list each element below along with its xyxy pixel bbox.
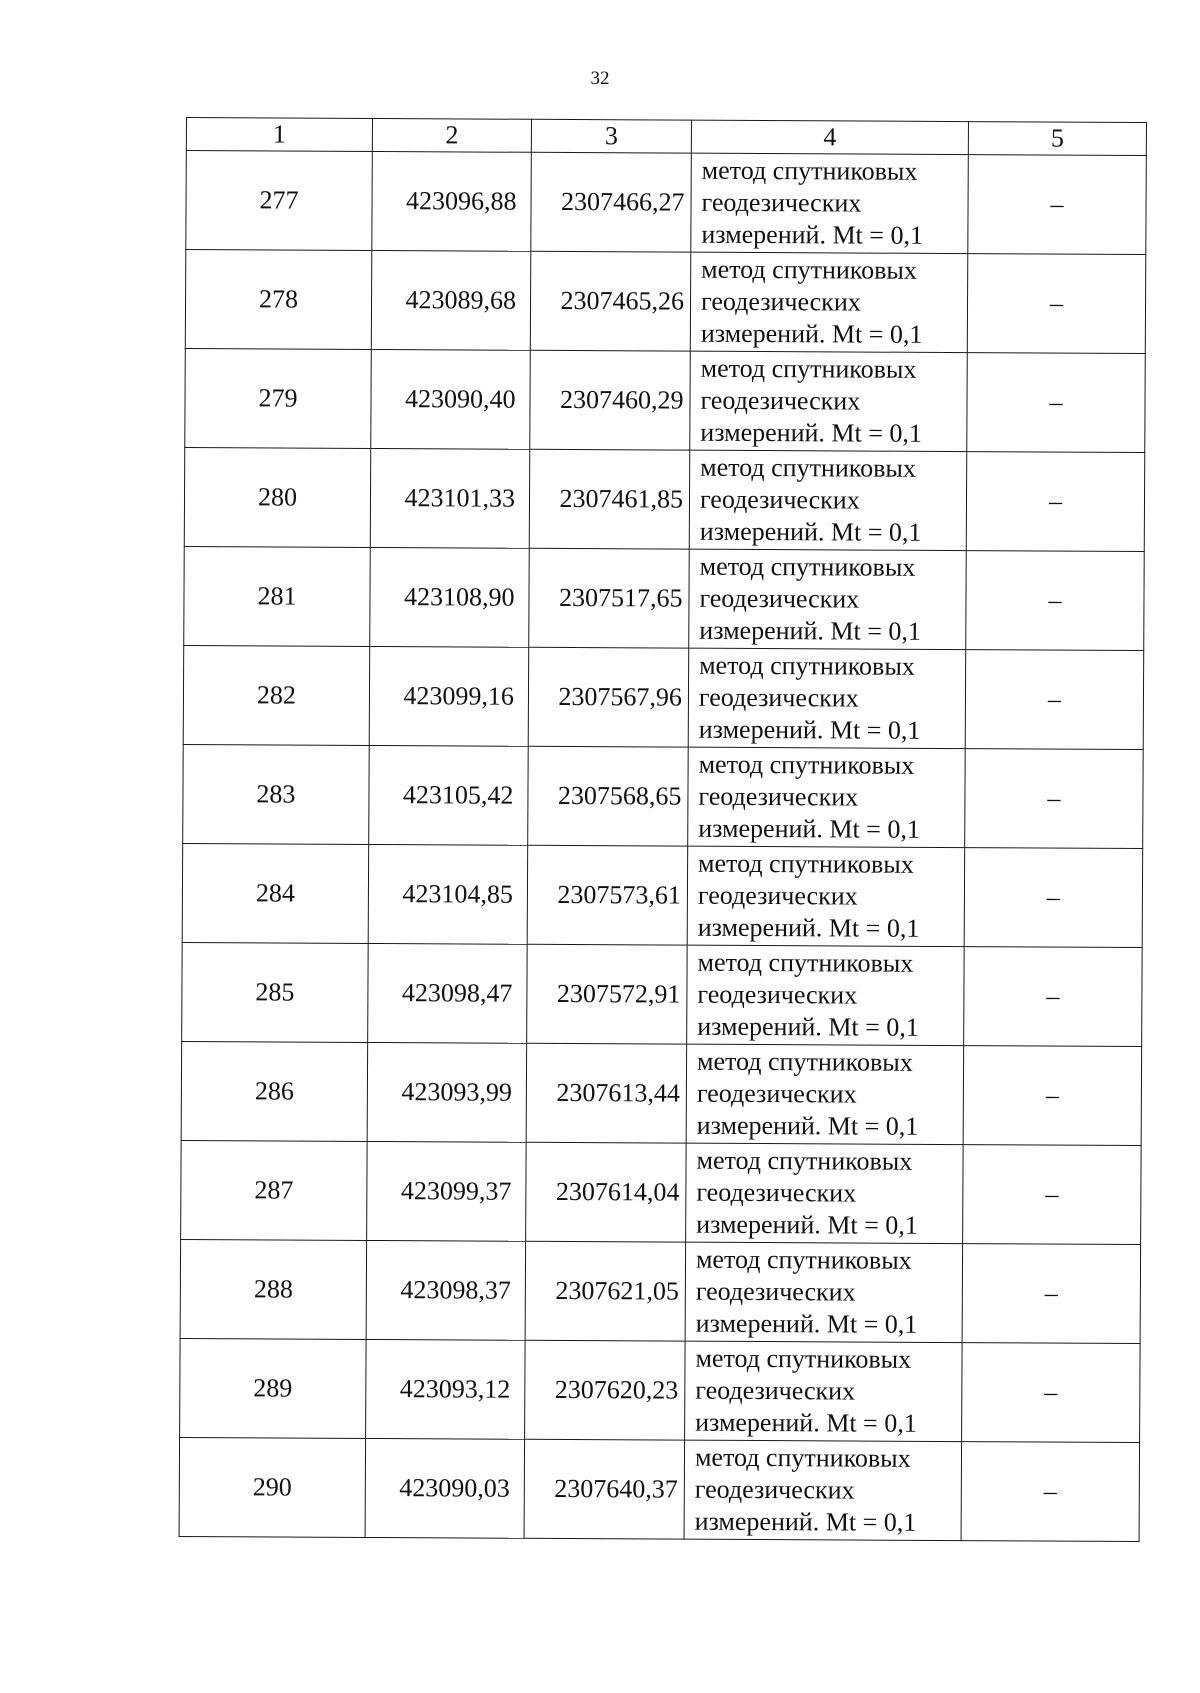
method-line: измерений. Mt = 0,1 (698, 714, 921, 745)
table-row (184, 546, 1145, 650)
point-number-cell: 284 (182, 843, 369, 943)
method-line: геодезических (700, 286, 861, 317)
method-line: геодезических (696, 1078, 857, 1109)
method-line: геодезических (697, 979, 858, 1010)
table-row (184, 447, 1145, 551)
method-line: метод спутниковых (697, 947, 914, 978)
note-cell: – (963, 1046, 1142, 1146)
y-coordinate-cell: 2307568,65 (528, 746, 689, 846)
x-coordinate-cell: 423105,42 (369, 745, 529, 845)
page-number: 32 (590, 68, 610, 89)
point-number-cell: 288 (180, 1239, 367, 1339)
method-line: метод спутниковых (699, 650, 915, 681)
method-line: измерений. Mt = 0,1 (694, 1506, 917, 1537)
method-line: метод спутниковых (696, 1046, 913, 1077)
table-body (179, 151, 1146, 1542)
note-cell: – (965, 650, 1144, 750)
point-number-cell: 286 (181, 1041, 368, 1141)
method-cell (688, 648, 966, 748)
table-row (180, 1338, 1141, 1442)
point-number-cell: 279 (185, 348, 372, 448)
table-row (183, 744, 1144, 848)
x-coordinate-cell: 423108,90 (370, 547, 530, 647)
table-row (179, 1437, 1140, 1541)
method-line: метод спутниковых (701, 254, 917, 285)
note-cell: – (964, 848, 1143, 948)
method-cell (685, 1341, 963, 1441)
header-col-4: 4 (691, 120, 968, 154)
method-line: метод спутниковых (695, 1343, 912, 1374)
y-coordinate-cell: 2307461,85 (529, 449, 690, 549)
table-row (186, 151, 1147, 255)
x-coordinate-cell: 423090,40 (371, 349, 531, 449)
method-line: измерений. Mt = 0,1 (700, 318, 923, 349)
y-coordinate-cell: 2307567,96 (528, 647, 689, 747)
coordinates-table (179, 117, 1147, 1542)
note-cell: – (961, 1442, 1140, 1542)
method-line: геодезических (696, 1177, 857, 1208)
method-line: геодезических (698, 682, 859, 713)
x-coordinate-cell: 423101,33 (370, 448, 530, 548)
method-line: измерений. Mt = 0,1 (697, 1011, 919, 1042)
y-coordinate-cell: 2307466,27 (531, 152, 692, 252)
table-row (185, 250, 1146, 354)
y-coordinate-cell: 2307640,37 (524, 1439, 685, 1539)
x-coordinate-cell: 423099,37 (367, 1141, 527, 1241)
x-coordinate-cell: 423096,88 (372, 151, 532, 251)
table-row (180, 1239, 1141, 1343)
method-cell (685, 1242, 963, 1342)
method-line: метод спутниковых (700, 353, 917, 384)
note-cell: – (966, 452, 1145, 552)
method-line: измерений. Mt = 0,1 (697, 912, 920, 943)
method-cell (689, 450, 967, 550)
note-cell: – (967, 254, 1146, 354)
point-number-cell: 289 (180, 1338, 367, 1438)
method-line: измерений. Mt = 0,1 (699, 516, 922, 547)
point-number-cell: 285 (182, 942, 369, 1042)
method-cell (684, 1440, 962, 1540)
table-row (183, 645, 1144, 749)
note-cell: – (965, 749, 1144, 849)
y-coordinate-cell: 2307620,23 (525, 1340, 686, 1440)
point-number-cell: 287 (181, 1140, 368, 1240)
header-row (186, 118, 1146, 156)
y-coordinate-cell: 2307517,65 (529, 548, 690, 648)
x-coordinate-cell: 423089,68 (371, 250, 531, 350)
y-coordinate-cell: 2307572,91 (527, 944, 688, 1044)
method-line: метод спутниковых (698, 749, 915, 780)
method-cell (688, 747, 966, 847)
method-cell (691, 153, 969, 253)
header-col-5: 5 (968, 122, 1146, 156)
point-number-cell: 290 (179, 1437, 366, 1537)
y-coordinate-cell: 2307573,61 (527, 845, 688, 945)
method-cell (687, 945, 965, 1045)
header-col-2: 2 (372, 118, 531, 152)
method-line: геодезических (701, 187, 862, 218)
method-line: метод спутниковых (696, 1145, 913, 1176)
method-line: геодезических (698, 781, 859, 812)
point-number-cell: 283 (183, 744, 370, 844)
table-row (185, 348, 1146, 452)
method-cell (686, 1143, 964, 1243)
header-col-3: 3 (531, 119, 691, 153)
method-line: метод спутниковых (699, 551, 916, 582)
method-line: геодезических (695, 1276, 856, 1307)
y-coordinate-cell: 2307465,26 (530, 251, 691, 351)
x-coordinate-cell: 423099,16 (369, 646, 529, 746)
point-number-cell: 282 (183, 645, 370, 745)
method-line: геодезических (700, 385, 861, 416)
method-cell (690, 252, 968, 352)
method-line: геодезических (694, 1474, 855, 1505)
method-line: измерений. Mt = 0,1 (695, 1407, 917, 1438)
method-cell (687, 846, 965, 946)
method-cell (690, 351, 968, 451)
note-cell: – (963, 1145, 1142, 1245)
x-coordinate-cell: 423098,37 (366, 1240, 526, 1340)
table-row (182, 843, 1143, 947)
method-line: геодезических (695, 1375, 856, 1406)
note-cell: – (966, 551, 1145, 651)
method-line: геодезических (699, 583, 860, 614)
table-row (181, 1140, 1142, 1244)
point-number-cell: 278 (185, 250, 372, 350)
point-number-cell: 281 (184, 546, 371, 646)
method-line: измерений. Mt = 0,1 (701, 219, 924, 250)
point-number-cell: 280 (184, 447, 371, 547)
method-line: метод спутниковых (698, 848, 914, 879)
x-coordinate-cell: 423104,85 (368, 844, 528, 944)
table-row (182, 942, 1143, 1046)
method-line: метод спутниковых (694, 1442, 911, 1473)
y-coordinate-cell: 2307614,04 (526, 1142, 687, 1242)
method-line: измерений. Mt = 0,1 (698, 813, 920, 844)
point-number-cell: 277 (186, 151, 373, 251)
y-coordinate-cell: 2307460,29 (530, 350, 691, 450)
table-row (181, 1041, 1142, 1145)
note-cell: – (962, 1244, 1141, 1344)
method-line: измерений. Mt = 0,1 (700, 417, 923, 448)
note-cell: – (964, 947, 1143, 1047)
method-line: метод спутниковых (695, 1244, 912, 1275)
method-cell (689, 549, 967, 649)
method-cell (686, 1044, 964, 1144)
method-line: измерений. Mt = 0,1 (696, 1110, 919, 1141)
x-coordinate-cell: 423093,99 (367, 1042, 527, 1142)
header-col-1: 1 (186, 118, 372, 152)
x-coordinate-cell: 423093,12 (366, 1339, 526, 1439)
method-line: метод спутниковых (701, 155, 918, 186)
method-line: геодезических (699, 484, 860, 515)
coordinates-table-container (179, 117, 1146, 1542)
note-cell: – (967, 353, 1146, 453)
method-line: измерений. Mt = 0,1 (696, 1209, 918, 1240)
x-coordinate-cell: 423098,47 (368, 943, 528, 1043)
note-cell: – (962, 1343, 1141, 1443)
y-coordinate-cell: 2307613,44 (526, 1043, 687, 1143)
method-line: метод спутниковых (700, 452, 916, 483)
note-cell: – (968, 155, 1147, 255)
method-line: измерений. Mt = 0,1 (695, 1308, 918, 1339)
method-line: геодезических (697, 880, 858, 911)
y-coordinate-cell: 2307621,05 (525, 1241, 686, 1341)
method-line: измерений. Mt = 0,1 (699, 615, 922, 646)
x-coordinate-cell: 423090,03 (365, 1438, 525, 1538)
